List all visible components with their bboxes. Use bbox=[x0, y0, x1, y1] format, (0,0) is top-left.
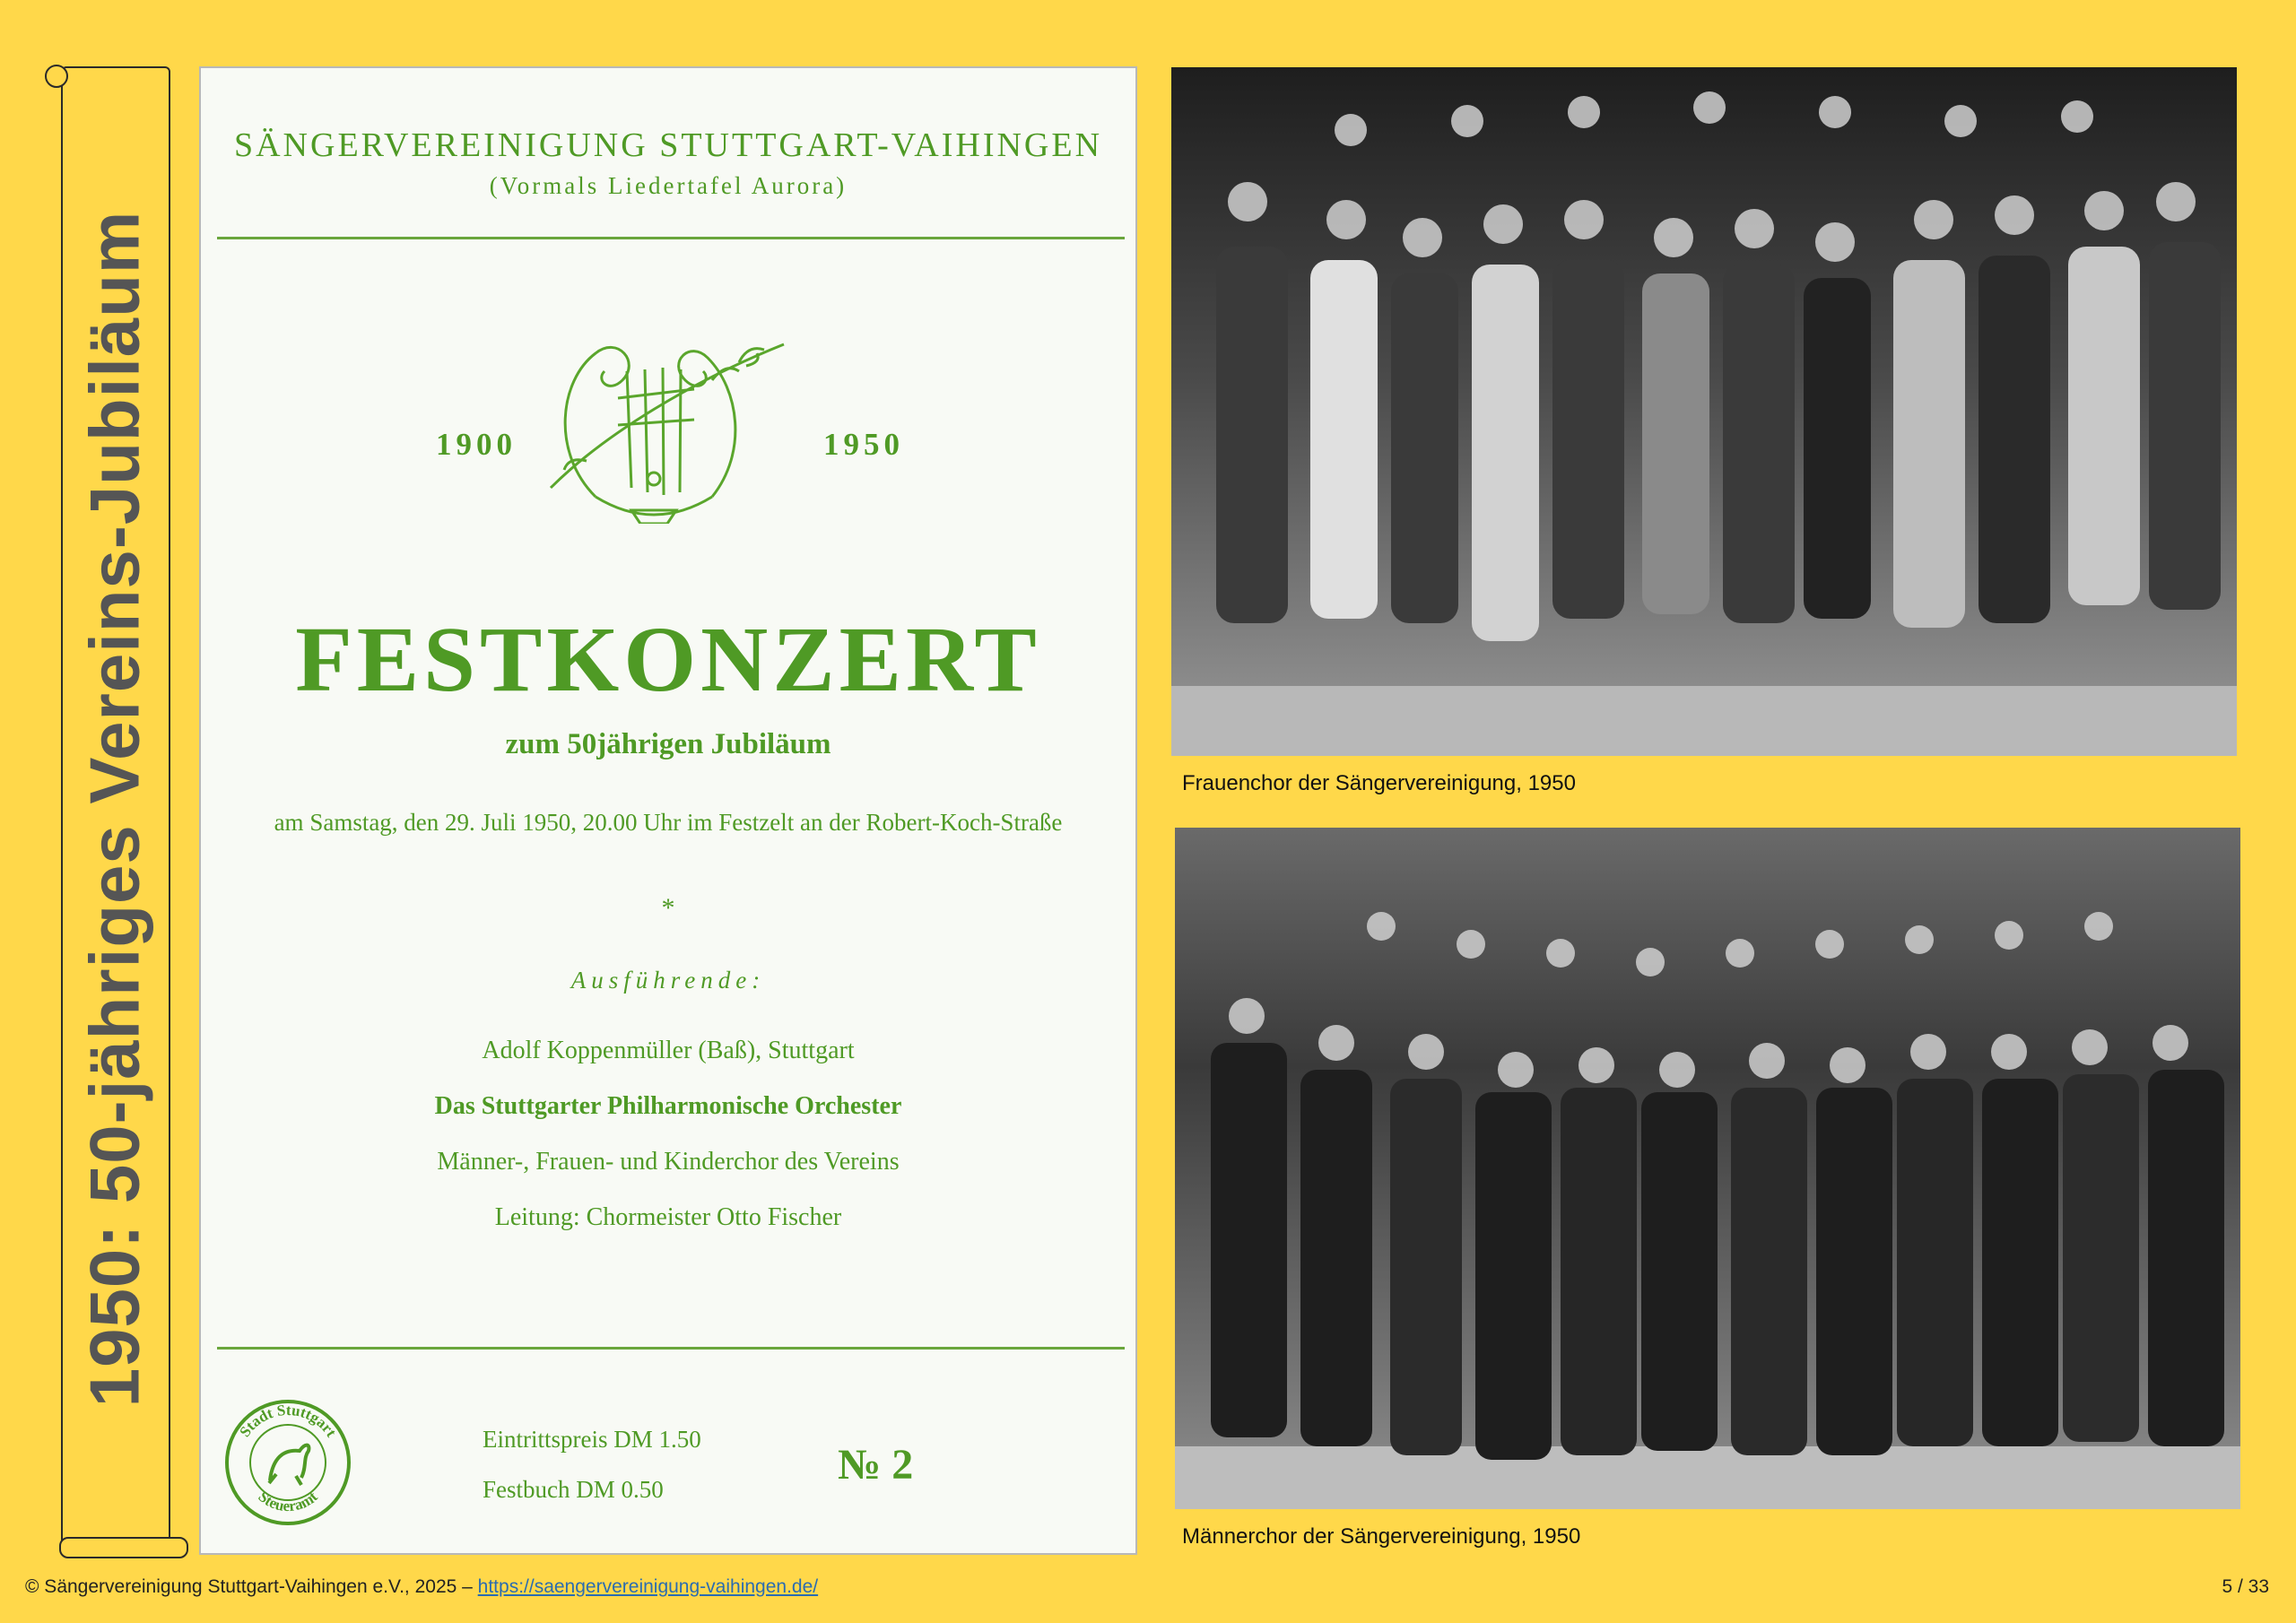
program-subtitle: zum 50jährigen Jubiläum bbox=[505, 728, 831, 760]
program-separator: * bbox=[661, 893, 675, 923]
tax-office-stamp bbox=[221, 1395, 355, 1530]
svg-text:Stadt Stuttgart bbox=[236, 1402, 340, 1440]
program-date-line: am Samstag, den 29. Juli 1950, 20.00 Uhr im Festzelt an der Robert-Koch-Straße bbox=[274, 809, 1063, 836]
footer bbox=[25, 1576, 818, 1598]
footer-website-link[interactable]: https://saengervereinigung-vaihingen.de/ bbox=[477, 1576, 819, 1597]
program-organization: SÄNGERVEREINIGUNG STUTTGART-VAIHINGEN bbox=[233, 126, 1103, 164]
stamp-bottom-text: Steueramt bbox=[255, 1488, 321, 1515]
svg-text:Steueramt bbox=[255, 1488, 321, 1515]
program-year-end: 1950 bbox=[823, 427, 904, 462]
festbook-price: Festbuch DM 0.50 bbox=[483, 1476, 664, 1503]
lyre-emblem-icon bbox=[533, 308, 802, 524]
program-formerly: (Vormals Liedertafel Aurora) bbox=[489, 172, 848, 199]
photo-mens-choir bbox=[1175, 828, 2240, 1509]
page-number: 5 / 33 bbox=[2222, 1576, 2269, 1597]
footer-copyright: © Sängervereinigung Stuttgart-Vaihingen e.V., 2025 – bbox=[25, 1576, 473, 1597]
slide-title: 1950: 50-jähriges Vereins-Jubiläum bbox=[74, 210, 154, 1408]
performers-heading: Ausführende: bbox=[570, 967, 766, 994]
performer-line: Das Stuttgarter Philharmonische Orchester bbox=[434, 1092, 902, 1120]
stamp-top-text: Stadt Stuttgart bbox=[236, 1401, 340, 1441]
scroll-curl-bottom bbox=[59, 1537, 188, 1558]
performer-line: Adolf Koppenmüller (Baß), Stuttgart bbox=[482, 1037, 855, 1064]
program-title: FESTKONZERT bbox=[295, 608, 1041, 711]
photo-caption-womens-choir: Frauenchor der Sängervereinigung, 1950 bbox=[1182, 771, 1576, 795]
admission-price: Eintrittspreis DM 1.50 bbox=[483, 1426, 701, 1453]
photo-womens-choir bbox=[1171, 67, 2237, 756]
program-top-rule bbox=[217, 237, 1125, 239]
concert-program bbox=[199, 66, 1137, 1555]
program-year-start: 1900 bbox=[436, 427, 517, 462]
ticket-number: № 2 bbox=[838, 1441, 914, 1488]
performer-line: Leitung: Chormeister Otto Fischer bbox=[494, 1203, 842, 1231]
performer-line: Männer-, Frauen- und Kinderchor des Vereins bbox=[437, 1148, 900, 1176]
scroll-curl-top bbox=[45, 65, 68, 88]
photo-caption-mens-choir: Männerchor der Sängervereinigung, 1950 bbox=[1182, 1524, 1581, 1549]
program-bottom-rule bbox=[217, 1347, 1125, 1350]
